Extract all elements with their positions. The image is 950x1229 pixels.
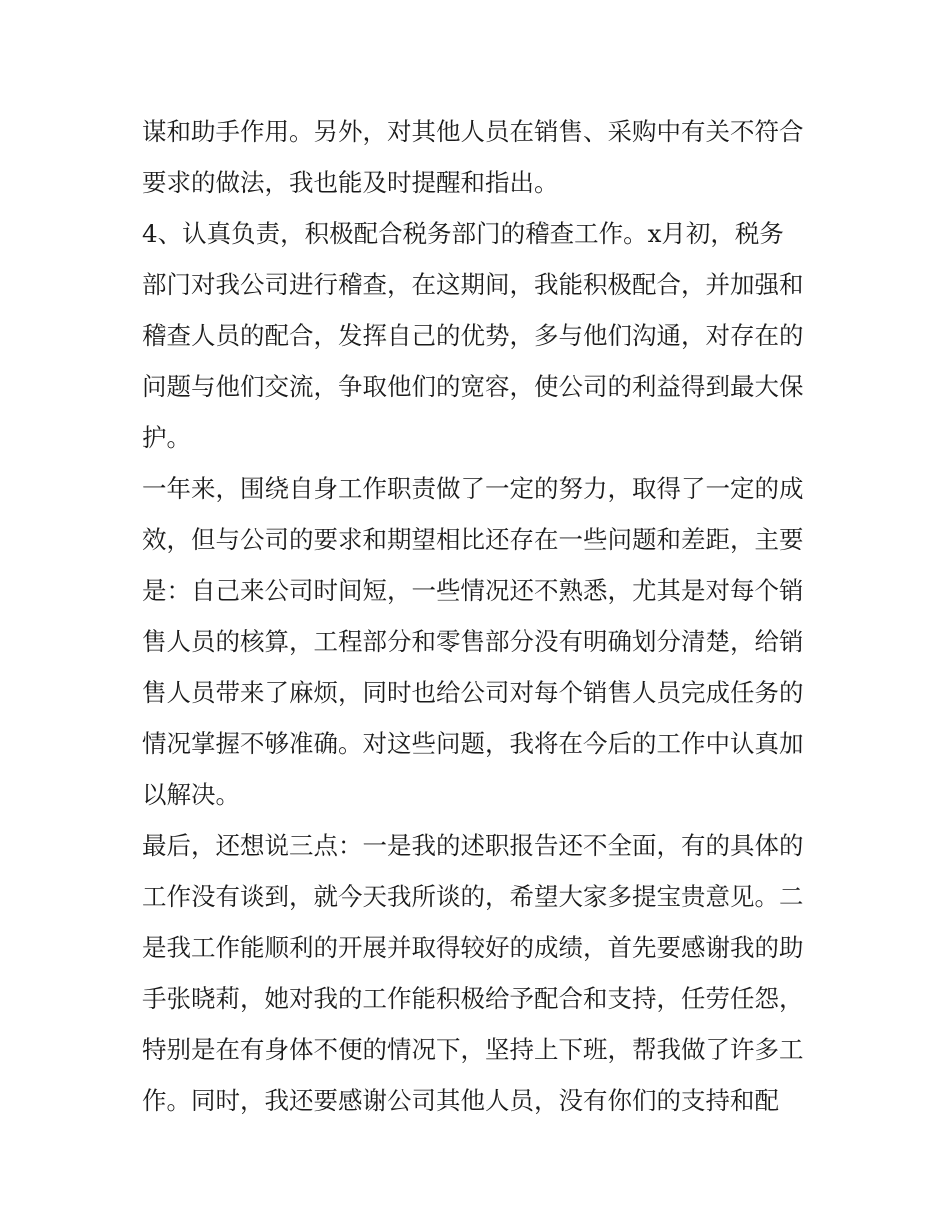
paragraph-closing (142, 820, 822, 1126)
text-line: 问题与他们交流，争取他们的宽容，使公司的利益得到最大保 (142, 372, 804, 401)
text-line: 情况掌握不够准确。对这些问题，我将在今后的工作中认真加 (142, 729, 804, 758)
text-line: 一年来，围绕自身工作职责做了一定的努力，取得了一定的成 (142, 474, 804, 503)
text-line: 售人员的核算，工程部分和零售部分没有明确划分清楚，给销 (142, 627, 804, 656)
text-line: 特别是在有身体不便的情况下，坚持上下班，帮我做了许多工 (142, 1035, 804, 1064)
paragraph-item-4 (142, 208, 822, 463)
paragraph-continuation (142, 106, 822, 208)
text-line: 是我工作能顺利的开展并取得较好的成绩，首先要感谢我的助 (142, 933, 804, 962)
text-line: 效，但与公司的要求和期望相比还存在一些问题和差距，主要 (142, 525, 804, 554)
text-line: 要求的做法，我也能及时提醒和指出。 (142, 168, 559, 197)
text-line: 售人员带来了麻烦，同时也给公司对每个销售人员完成任务的 (142, 678, 804, 707)
text-line: 最后，还想说三点：一是我的述职报告还不全面，有的具体的 (142, 831, 804, 860)
text-line: 工作没有谈到，就今天我所谈的，希望大家多提宝贵意见。二 (142, 882, 804, 911)
text-line: 护。 (142, 423, 191, 452)
text-line: 部门对我公司进行稽查，在这期间，我能积极配合，并加强和 (142, 270, 804, 299)
text-line: 手张晓莉，她对我的工作能积极给予配合和支持，任劳任怨， (142, 984, 804, 1013)
document-body (142, 106, 822, 1126)
paragraph-shortcomings (142, 463, 822, 820)
text-line: 4、认真负责，积极配合税务部门的稽查工作。x月初，税务 (142, 219, 784, 248)
text-line: 作。同时，我还要感谢公司其他人员，没有你们的支持和配 (142, 1086, 779, 1115)
text-line: 是：自己来公司时间短，一些情况还不熟悉，尤其是对每个销 (142, 576, 804, 605)
text-line: 以解决。 (142, 780, 240, 809)
text-line: 谋和助手作用。另外，对其他人员在销售、采购中有关不符合 (142, 117, 804, 146)
text-line: 稽查人员的配合，发挥自己的优势，多与他们沟通，对存在的 (142, 321, 804, 350)
